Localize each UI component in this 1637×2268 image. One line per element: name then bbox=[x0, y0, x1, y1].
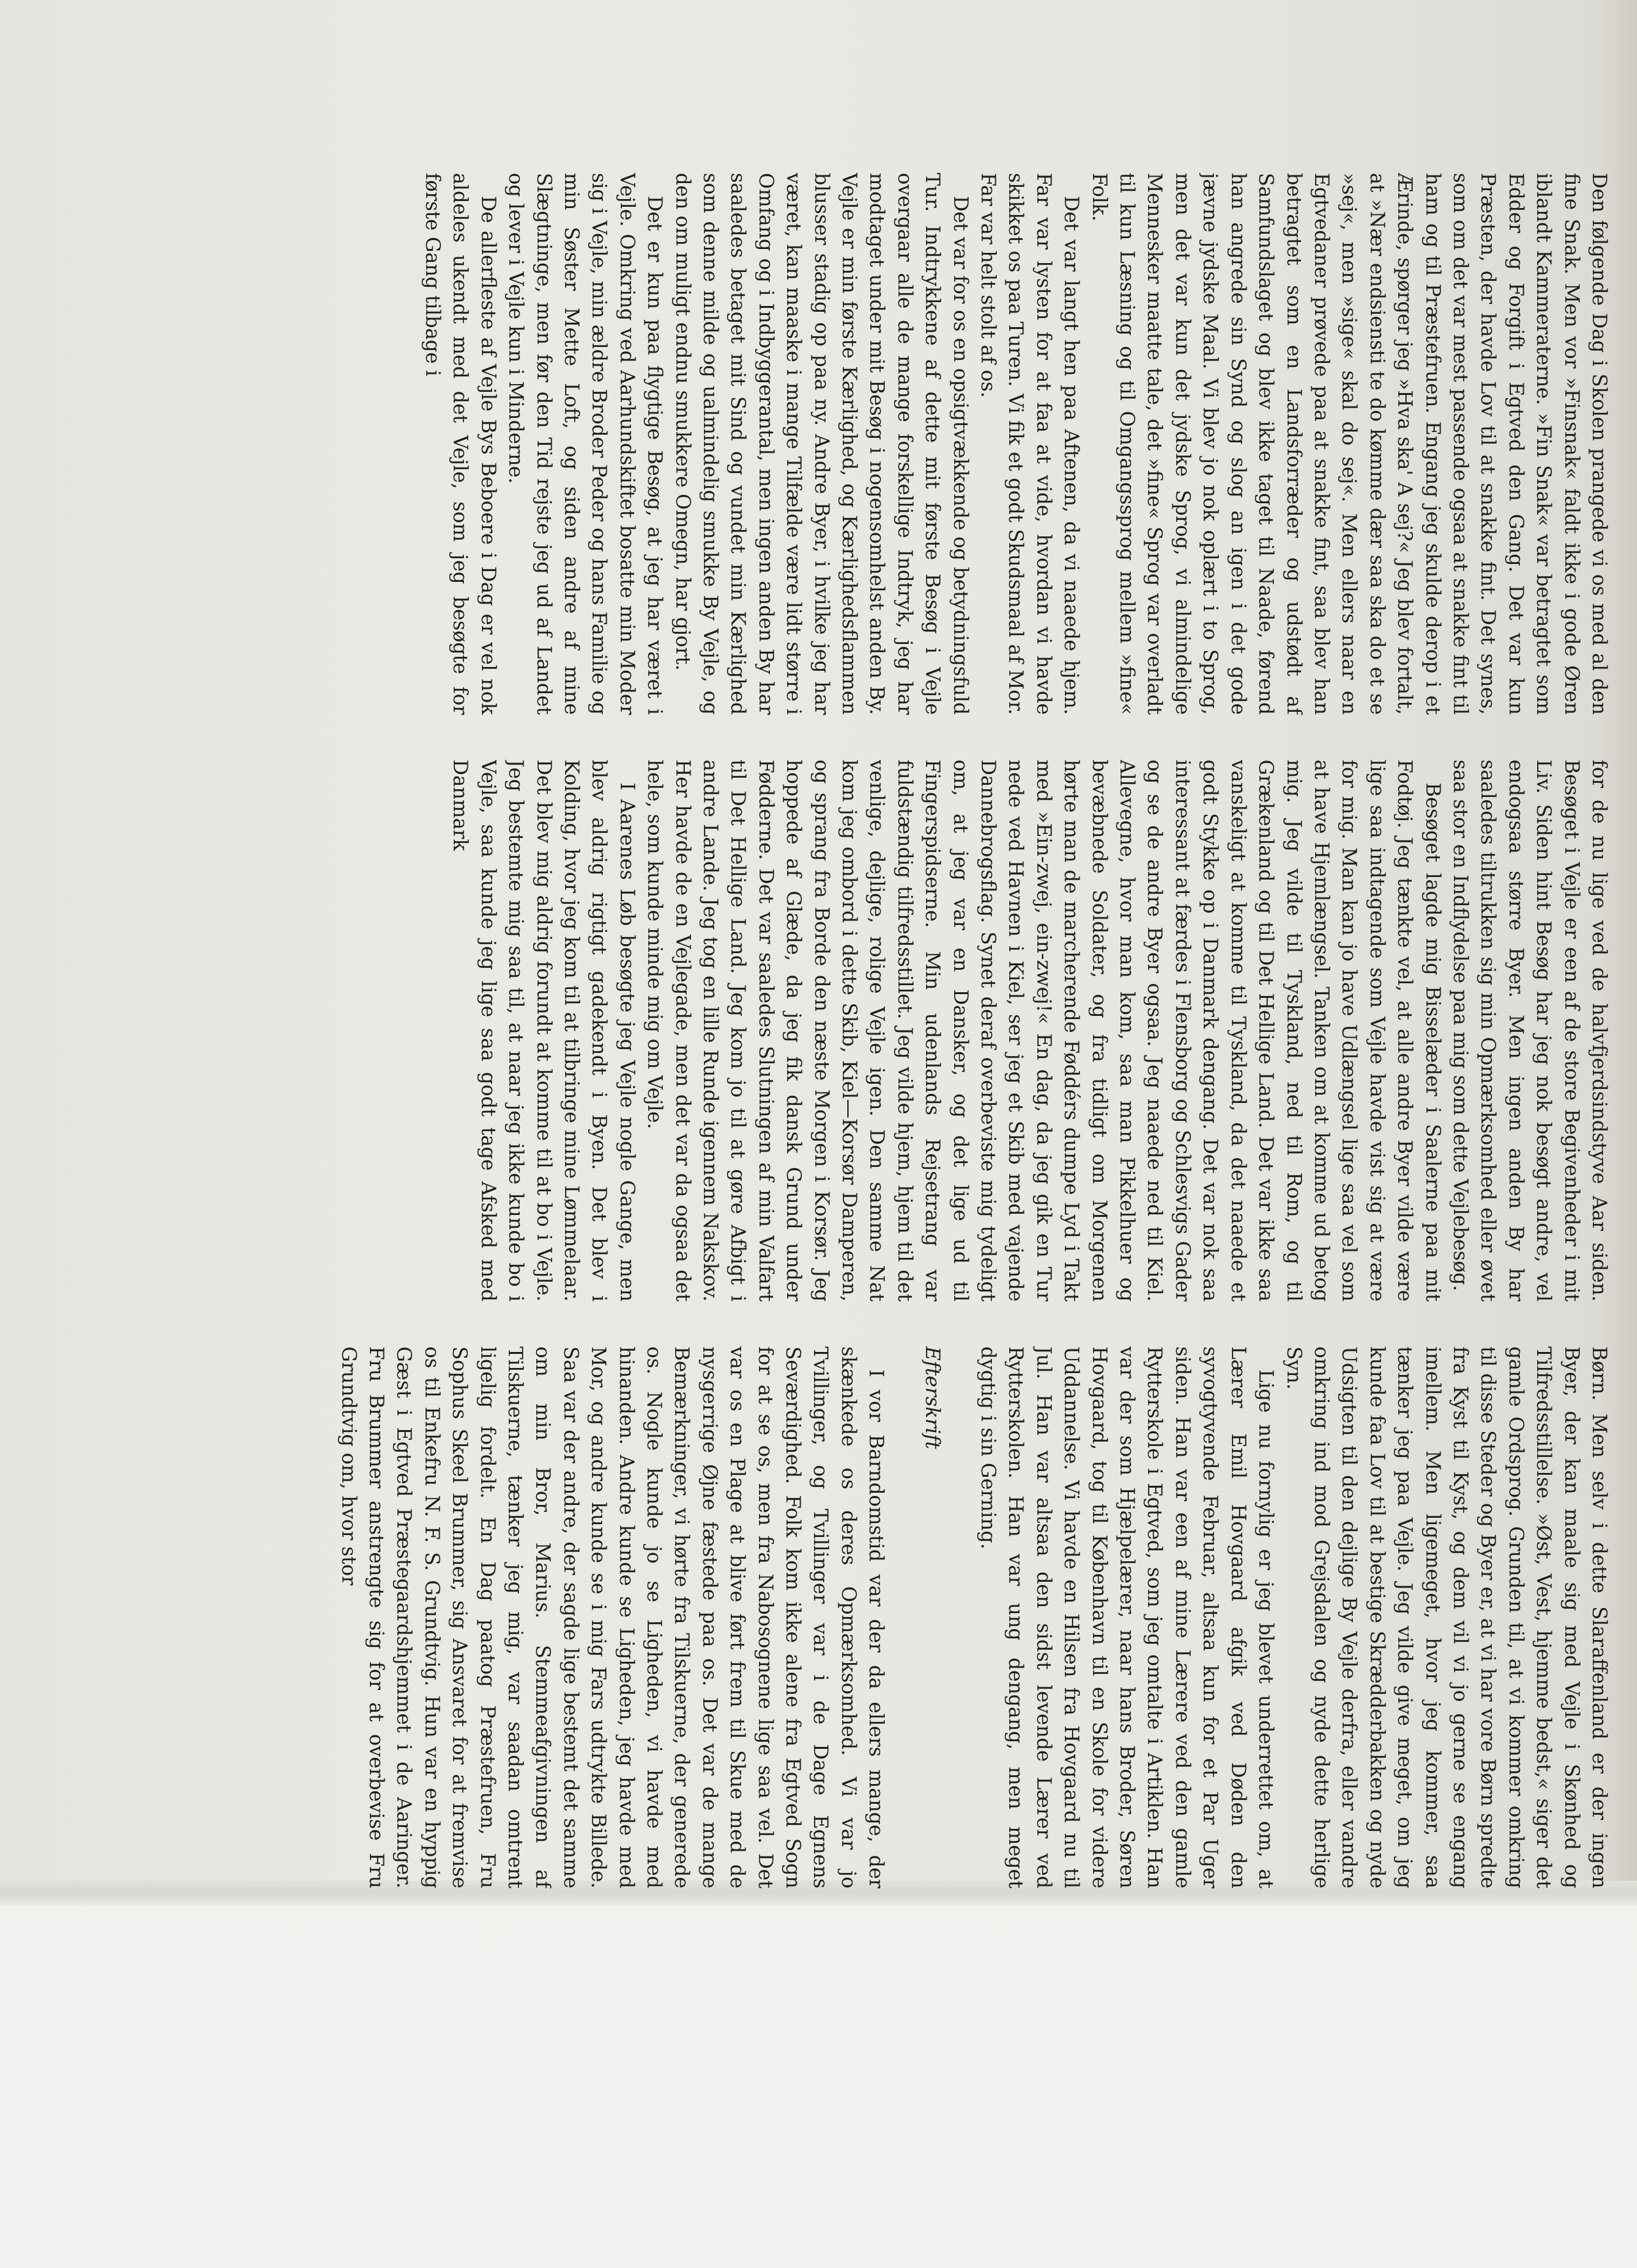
paragraph: Børn. Men selv i dette Slaraffenland er der ingen Byer, der kan maale sig med Vejle i Skønhed og Tilfredsstillelse. »Øst, Vest, hjemme bedst,« siger det gamle Ordsprog. Grunden til, at vi kommer omkring til disse Steder og Byer er, at vi har vore Børn spredte fra Kyst til Kyst, og dem vil vi jo gerne se engang imellem. Men ligemeget, hvor jeg kommer, saa tænker jeg paa Vejle. Jeg vilde give meget, om jeg kunde faa Lov til at bestige Skrædderbakken og nyde Udsigten til den dejlige By Vejle derfra, eller vandre omkring ind mod Grejsdalen og nyde dette herlige Syn. bbox=[1282, 1346, 1610, 1889]
text-column-3 bbox=[77, 1346, 1613, 1888]
text-column-2 bbox=[77, 760, 1613, 1302]
paragraph: De allerfleste af Vejle Bys Beboere i Dag er vel nok aldeles ukendt med det Vejle, som jeg besøgte for første Gang tilbage i bbox=[420, 173, 499, 715]
rotated-text-block bbox=[77, 173, 1613, 1888]
paragraph: Den følgende Dag i Skolen prangede vi os med al den fine Snak. Men vor »Finsnak« faldt ikke i gode Øren iblandt Kammeraterne. »Fin Snak« var betragtet som Edder og Forgift i Egtved den Gang. Det var kun Præsten, der havde Lov til at snakke fint. Det synes, som om det var mest passende ogsaa at snakke fint til ham og til Præstefruen. Engang jeg skulde derop i et Ærinde, spørger jeg »Hva ska' A sej?« Jeg blev fortalt, at »Nær endsiensti te do kømme dær saa ska do et se »sej«, men »sige« skal do sej«. Men ellers naar en Egtvedaner prøvede paa at snakke fint, saa blev han betragtet som en Landsforræder og udstødt af Samfundslaget og blev ikke taget til Naade, førend han angrede sin Synd og slog an igen i det gode jævne jydske Maal. Vi blev jo nok oplært i to Sprog, men det var kun det jydske Sprog, vi almindelige Mennesker maatte tale, det »fine« Sprog var overladt til kun Læsning og til Omgangssprog mellem »fine« Folk. bbox=[1087, 173, 1610, 715]
paragraph: I vor Barndomstid var der da ellers mange, der skænkede os deres Opmærksomhed. Vi var jo Tvillinger, og Tvillinger var i de Dage Egnens Seværdighed. Folk kom ikke alene fra Egtved Sogn for at se os, men fra Nabosognene lige saa vel. Det var os en Plage at blive ført frem til Skue med de nysgerrige Øjne fæstede paa os. Det var de mange Bemærkninger, vi hørte fra Tilskuerne, der generede os. Nogle kunde jo se Ligheden, vi havde med hinanden. Andre kunde se Ligheden, jeg havde med Mor, og andre kunde se i mig Fars udtrykte Billede. Saa var der andre, der sagde lige bestemt det samme om min Bror, Marius. Stemmeafgivningen af Tilskuerne, tænker jeg mig, var saadan omtrent ligelig fordelt. En Dag paatog Præstefruen, Fru Sophus Skeel Brummer, sig Ansvaret for at fremvise os til Enkefru N. F. S. Grundtvig. Hun var en hyppig Gæst i Egtved Præstegaardshjemmet i de Aaringer. Fru Brummer anstrengte sig for at overbevise Fru Grundtvig om, hvor stor bbox=[337, 1346, 888, 1889]
paragraph: Det var langt hen paa Aftenen, da vi naaede hjem. Far var lysten for at faa at vide, hvordan vi havde skikket os paa Turen. Vi fik et godt Skudsmaal af Mor. Far var helt stolt af os. bbox=[977, 173, 1083, 715]
text-column-1 bbox=[77, 173, 1613, 715]
paragraph: Besøget lagde mig Bisselæder i Saalerne paa mit Fodtøj. Jeg tænkte vel, at alle andre Byer vilde være lige saa indtagende som Vejle havde vist sig at være for mig. Man kan jo have Udlængsel lige saa vel som at have Hjemlængsel. Tanken om at komme ud betog mig. Jeg vilde til Tyskland, ned til Rom, og til Grækenland og til Det Hellige Land. Det var ikke saa vanskeligt at komme til Tyskland, da det naaede et godt Stykke op i Danmark dengang. Det var nok saa interessant at færdes i Flensborg og Schlesvigs Gader og se de andre Byer ogsaa. Jeg naaede ned til Kiel. Allevegne, hvor man kom, saa man Pikkelhuer og bevæbnede Soldater, og fra tidligt om Morgenen hørte man de marcherende Føddérs dumpe Lyd i Takt med »Ein-zwej, ein-zwej!« En dag, da jeg gik en Tur nede ved Havnen i Kiel, ser jeg et Skib med vajende Dannebrogsflag. Synet deraf overbeviste mig tydeligt om, at jeg var en Dansker, og det lige ud til Fingerspidserne. Min udenlands Rejsetrang var fuldstændig tilfredsstillet. Jeg vilde hjem, hjem til det venlige, dejlige, rolige Vejle igen. Den samme Nat kom jeg ombord i dette Skib, Kiel—Korsør Damperen, og sprang fra Borde den næste Morgen i Korsør. Jeg hoppede af Glæde, da jeg fik dansk Grund under Fødderne. Det var saaledes Slutningen af min Valfart til Det Hellige Land. Jeg kom jo til at gøre Afbigt i andre Lande. Jeg tog en lille Runde igennem Nakskov. Her havde de en Vejlegade, men det var da ogsaa det hele, som kunde minde mig om Vejle. bbox=[643, 759, 1444, 1302]
paragraph: Det var for os en opsigtvækkende og betydningsfuld Tur. Indtrykkene af dette mit første Besøg i Vejle overgaar alle de mange forskellige Indtryk, jeg har modtaget under mit Besøg i nogensomhelst anden By. Vejle er min første Kærlighed, og Kærlighedsflammen blusser stadig op paa ny. Andre Byer, i hvilke jeg har været, kan maaske i mange Tilfælde være lidt større i Omfang og i Indbyggerantal, men ingen anden By har saaledes betaget mit Sind og vundet min Kærlighed som denne milde og ualmindelig smukke By Vejle, og den om muligt endnu smukkere Omegn, har gjort. bbox=[671, 173, 971, 715]
paragraph: Det er kun paa flygtige Besøg, at jeg har været i Vejle. Omkring ved Aarhundskiftet bosatte min Moder sig i Vejle, min ældre Broder Peder og hans Familie og min Søster Mette Loft, og siden andre af mine Slægtninge, men før den Tid rejste jeg ud af Landet og lever i Vejle kun i Minderne. bbox=[504, 173, 666, 715]
paragraph: I Aarenes Løb besøgte jeg Vejle nogle Gange, men blev aldrig rigtigt gadekendt i Byen. Det blev i Kolding, hvor jeg kom til at tilbringe mine Lømmelaar. Det blev mig aldrig forundt at komme til at bo i Vejle. Jeg bestemte mig saa til, at naar jeg ikke kunde bo i Vejle, saa kunde jeg lige saa godt tage Afsked med Danmark bbox=[449, 759, 638, 1302]
paragraph: for de nu lige ved de halvfjerdsindstyve Aar siden. Besøget i Vejle er een af de store Begivenheder i mit Liv. Siden hint Besøg har jeg nok besøgt andre, vel endogsaa større Byer. Men ingen anden By har saaledes tiltrukken sig min Opmærksomhed eller øvet saa stor en Indflydelse paa mig som dette Vejlebesøg. bbox=[1448, 759, 1610, 1302]
section-heading: Efterskrift bbox=[920, 1346, 943, 1449]
paragraph: Lige nu fornylig er jeg blevet underrettet om, at Lærer Emil Hovgaard afgik ved Døden den syvogtyvende Februar, altsaa kun for et Par Uger siden. Han var een af mine Lærere ved den gamle Rytterskole i Egtved, som jeg omtalte i Artiklen. Han var der som Hjælpelærer, naar hans Broder, Søren Hovgaard, tog til København til en Skole for videre Uddannelse. Vi havde en Hilsen fra Hovgaard nu til Jul. Han var altsaa den sidst levende Lærer ved Rytterskolen. Han var ung dengang, men meget dygtig i sin Gerning. bbox=[977, 1346, 1277, 1889]
